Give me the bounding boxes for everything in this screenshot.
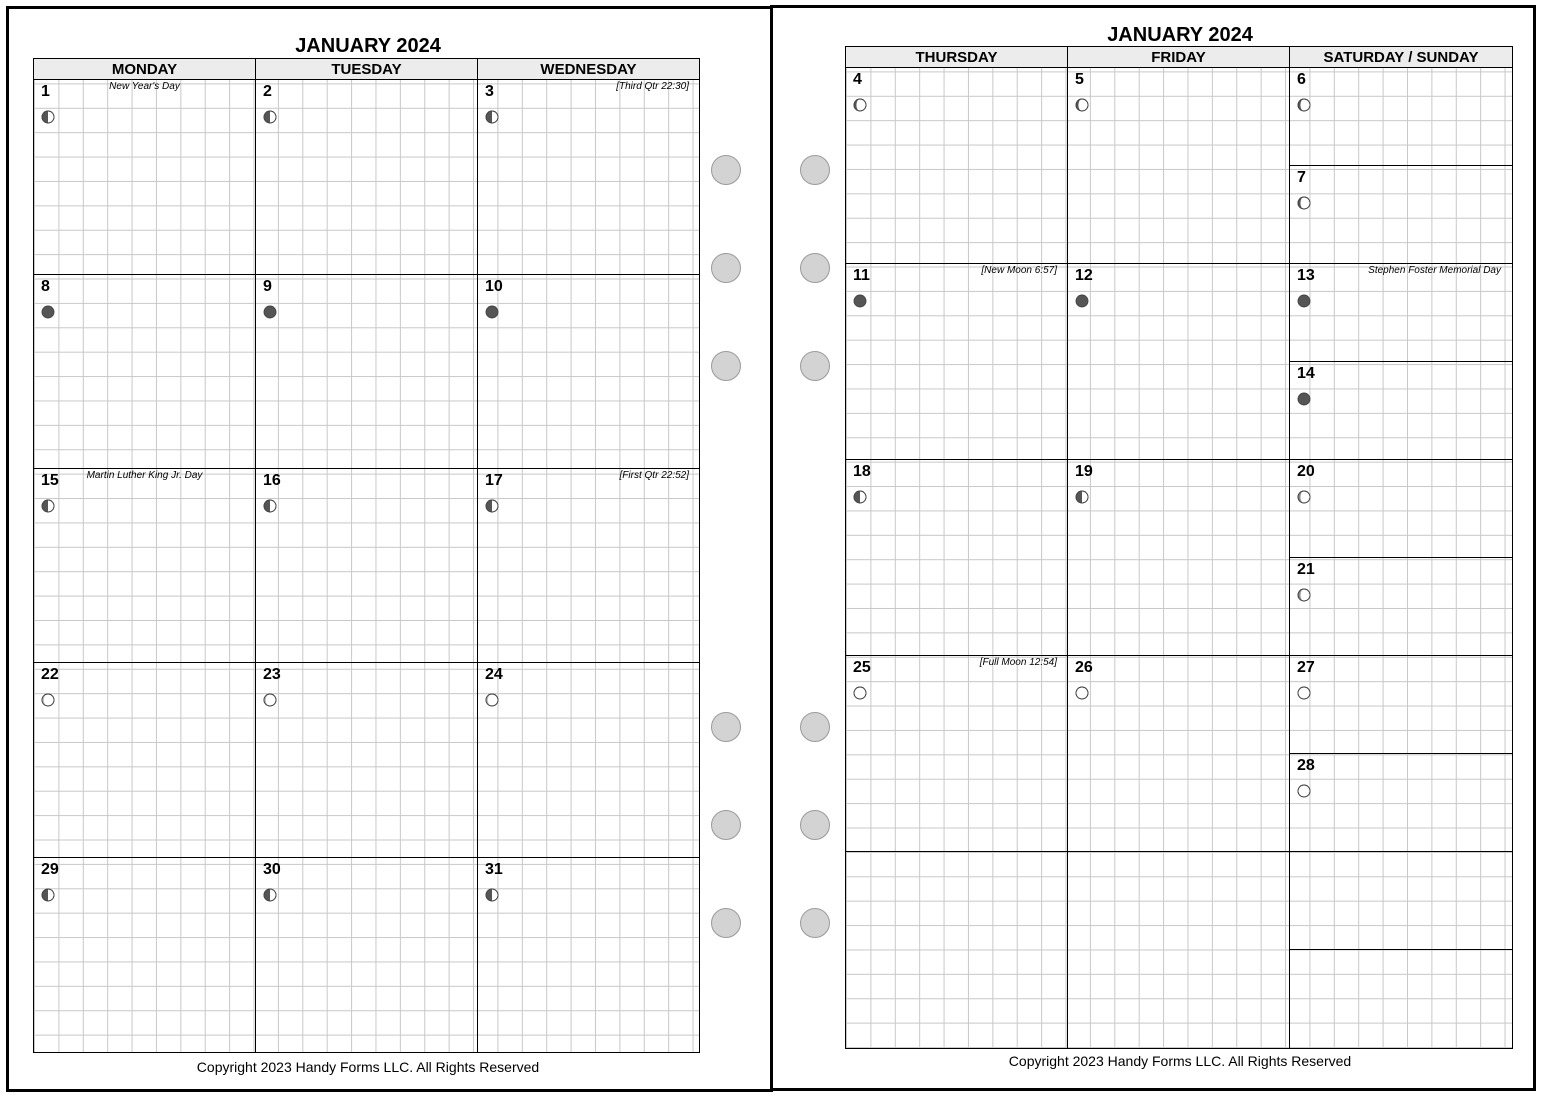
day-cell <box>34 80 255 140</box>
day-cell <box>256 80 477 140</box>
binder-hole <box>800 253 830 283</box>
right-calendar-grid <box>845 46 1513 1049</box>
day-cell <box>1068 68 1289 128</box>
day-cell <box>256 469 477 529</box>
day-number: 5 <box>1075 71 1084 88</box>
day-cell <box>256 663 477 723</box>
left-calendar-grid <box>33 58 700 1053</box>
binder-hole <box>800 712 830 742</box>
day-cell <box>1068 264 1289 324</box>
binder-hole <box>711 712 741 742</box>
day-number: 26 <box>1075 659 1093 676</box>
moon-phase-icon <box>485 888 499 902</box>
moon-phase-icon <box>263 110 277 124</box>
binder-hole <box>800 908 830 938</box>
column-header-thursday: THURSDAY <box>915 49 998 66</box>
day-number: 10 <box>485 278 503 295</box>
moon-phase-icon <box>1297 490 1311 504</box>
day-number: 1 <box>41 83 50 100</box>
day-number: 3 <box>485 83 494 100</box>
day-cell <box>1290 362 1511 422</box>
day-cell <box>1068 656 1289 716</box>
moon-phase-icon <box>41 499 55 513</box>
moon-phase-icon <box>41 693 55 707</box>
binder-hole <box>800 810 830 840</box>
binder-hole <box>800 155 830 185</box>
moon-phase-icon <box>263 499 277 513</box>
day-cell <box>478 469 699 529</box>
binder-hole <box>711 908 741 938</box>
day-cell <box>478 80 699 140</box>
moon-phase-icon <box>853 490 867 504</box>
day-number: 13 <box>1297 267 1315 284</box>
binder-hole <box>711 351 741 381</box>
day-cell <box>846 656 1067 716</box>
day-number: 19 <box>1075 463 1093 480</box>
day-cell <box>1290 558 1511 618</box>
moon-phase-icon <box>1297 588 1311 602</box>
day-number: 24 <box>485 666 503 683</box>
day-cell <box>478 275 699 335</box>
day-number: 11 <box>853 267 870 284</box>
day-number: 31 <box>485 861 503 878</box>
binder-hole <box>800 351 830 381</box>
weekend-divider <box>1290 949 1512 950</box>
right-page-footer: Copyright 2023 Handy Forms LLC. All Rights Reserved <box>1008 1053 1352 1069</box>
moon-phase-icon <box>853 294 867 308</box>
day-cell <box>1290 460 1511 520</box>
moon-phase-icon <box>485 305 499 319</box>
day-number: 17 <box>485 472 503 489</box>
right-header-row <box>846 47 1512 68</box>
day-cell <box>34 275 255 335</box>
moon-phase-icon <box>263 305 277 319</box>
day-cell <box>846 460 1067 520</box>
moon-phase-icon <box>1075 686 1089 700</box>
moon-phase-icon <box>853 98 867 112</box>
day-note: New Year's Day <box>109 81 180 92</box>
day-number: 27 <box>1297 659 1315 676</box>
day-number: 8 <box>41 278 50 295</box>
left-page-title: JANUARY 2024 <box>295 35 441 57</box>
moon-phase-icon <box>1297 784 1311 798</box>
moon-phase-icon <box>263 693 277 707</box>
day-note: [Third Qtr 22:30] <box>616 81 689 92</box>
moon-phase-icon <box>1075 294 1089 308</box>
column-header-tuesday: TUESDAY <box>331 61 402 78</box>
left-page-footer: Copyright 2023 Handy Forms LLC. All Rights Reserved <box>196 1059 540 1075</box>
day-cell <box>1290 166 1511 226</box>
moon-phase-icon <box>1075 98 1089 112</box>
day-number: 7 <box>1297 169 1306 186</box>
moon-phase-icon <box>485 693 499 707</box>
day-cell <box>256 858 477 918</box>
right-page <box>770 5 1536 1091</box>
left-page <box>6 6 773 1092</box>
column-divider <box>1067 47 1068 1048</box>
day-number: 6 <box>1297 71 1306 88</box>
column-header-wednesday: WEDNESDAY <box>540 61 637 78</box>
day-number: 18 <box>853 463 871 480</box>
day-number: 25 <box>853 659 871 676</box>
moon-phase-icon <box>1297 392 1311 406</box>
day-note: [First Qtr 22:52] <box>619 470 689 481</box>
moon-phase-icon <box>41 110 55 124</box>
day-cell <box>1290 656 1511 716</box>
day-number: 23 <box>263 666 281 683</box>
moon-phase-icon <box>1297 294 1311 308</box>
moon-phase-icon <box>41 305 55 319</box>
day-number: 30 <box>263 861 281 878</box>
day-note: Stephen Foster Memorial Day <box>1368 265 1501 276</box>
day-cell <box>34 663 255 723</box>
day-number: 15 <box>41 472 59 489</box>
binder-hole <box>711 810 741 840</box>
day-cell <box>1290 264 1511 324</box>
day-number: 22 <box>41 666 59 683</box>
left-header-row <box>34 59 699 80</box>
moon-phase-icon <box>853 686 867 700</box>
column-header-saturday-sunday: SATURDAY / SUNDAY <box>1323 49 1479 66</box>
day-cell <box>1290 68 1511 128</box>
moon-phase-icon <box>1297 98 1311 112</box>
day-cell <box>846 264 1067 324</box>
moon-phase-icon <box>1297 196 1311 210</box>
day-number: 20 <box>1297 463 1315 480</box>
binder-hole <box>711 155 741 185</box>
day-cell <box>1290 754 1511 814</box>
day-number: 16 <box>263 472 281 489</box>
day-number: 29 <box>41 861 59 878</box>
day-cell <box>256 275 477 335</box>
day-note: Martin Luther King Jr. Day <box>86 470 203 481</box>
moon-phase-icon <box>485 499 499 513</box>
column-header-friday: FRIDAY <box>1151 49 1206 66</box>
day-cell <box>846 68 1067 128</box>
day-number: 9 <box>263 278 272 295</box>
day-number: 21 <box>1297 561 1315 578</box>
moon-phase-icon <box>1075 490 1089 504</box>
day-cell <box>1068 460 1289 520</box>
column-header-monday: MONDAY <box>111 61 178 78</box>
day-cell <box>478 663 699 723</box>
moon-phase-icon <box>263 888 277 902</box>
moon-phase-icon <box>1297 686 1311 700</box>
moon-phase-icon <box>41 888 55 902</box>
day-cell <box>34 858 255 918</box>
day-note: [New Moon 6:57] <box>981 265 1057 276</box>
week-divider <box>846 851 1512 852</box>
day-number: 14 <box>1297 365 1315 382</box>
moon-phase-icon <box>485 110 499 124</box>
binder-hole <box>711 253 741 283</box>
day-number: 28 <box>1297 757 1315 774</box>
day-note: [Full Moon 12:54] <box>979 657 1057 668</box>
day-cell <box>478 858 699 918</box>
day-cell <box>34 469 255 529</box>
right-page-title: JANUARY 2024 <box>1107 24 1253 46</box>
day-number: 2 <box>263 83 272 100</box>
day-number: 12 <box>1075 267 1093 284</box>
day-number: 4 <box>853 71 862 88</box>
